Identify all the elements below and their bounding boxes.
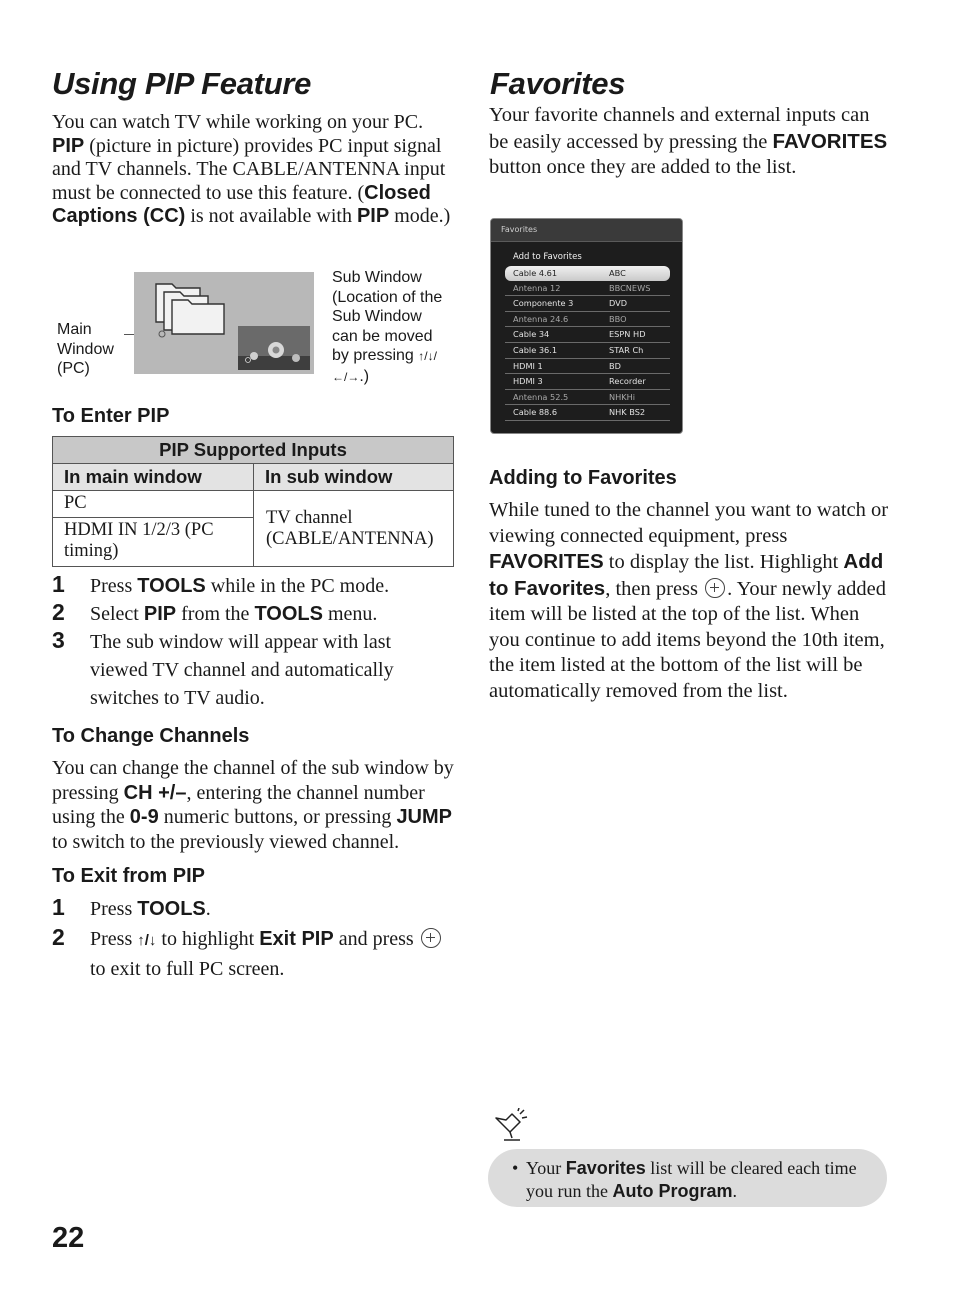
page-number: 22 <box>52 1222 85 1254</box>
list-item: 1 Press TOOLS while in the PC mode. <box>52 571 390 597</box>
favorites-list <box>505 266 670 421</box>
pip-title: Using PIP Feature <box>52 66 312 101</box>
cell-pc: PC <box>53 491 254 518</box>
exit-pip-steps <box>52 895 454 983</box>
enter-button-icon <box>421 928 441 948</box>
list-item[interactable]: HDMI 1 BD <box>505 359 670 375</box>
main-window-label: Main Window (PC) <box>57 321 114 377</box>
change-channels-text: You can change the channel of the sub window by pressing CH +/–, entering the channel number using the 0-9 numeric buttons, or pressing JUMP to switch to the previously viewed channel. <box>52 757 454 853</box>
exit-pip-heading: To Exit from PIP <box>52 865 205 887</box>
adding-text: While tuned to the channel you want to watch or viewing connected equipment, press FAVORITES to display the list. Highlight Add to Favorites, then press . Your newly added item will be listed at the top of the list. When you continue to add items beyond the 10th item, the item listed at the bottom of the list will be automatically removed from the list. <box>489 499 889 702</box>
list-item: 1 Press TOOLS. <box>52 894 211 920</box>
col-sub-window: In sub window <box>254 464 454 491</box>
tip-text: Your Favorites list will be cleared each time you run the Auto Program. <box>526 1158 857 1201</box>
pip-diagram <box>134 272 314 374</box>
list-item: 3 The sub window will appear with last viewed TV channel and automatically switches to TV audio. <box>52 627 394 709</box>
tip-bubble: • Your Favorites list will be cleared each time you run the Auto Program. <box>488 1149 887 1207</box>
enter-pip-heading: To Enter PIP <box>52 405 170 427</box>
favorites-screen <box>490 218 683 434</box>
sub-window <box>238 326 310 370</box>
list-item[interactable]: Antenna 24.6 BBO <box>505 312 670 328</box>
pip-inputs-table <box>52 436 454 567</box>
table-title: PIP Supported Inputs <box>53 437 454 464</box>
list-item[interactable]: Cable 4.61 ABC <box>505 266 670 281</box>
list-item[interactable]: Cable 88.6 NHK BS2 <box>505 405 670 421</box>
pip-intro: You can watch TV while working on your PC. PIP (picture in picture) provides PC input signal and TV channels. The CABLE/ANTENNA input must be connected to use this feature. (Closed Captions (CC) is not available with PIP mode.) <box>52 111 451 227</box>
enter-pip-steps <box>52 572 454 712</box>
list-item[interactable]: Antenna 12 BBCNEWS <box>505 281 670 297</box>
list-item[interactable]: Antenna 52.5 NHKHi <box>505 390 670 406</box>
favorites-intro: Your favorite channels and external inputs can be easily accessed by pressing the FAVORITES button once they are added to the list. <box>489 104 888 178</box>
list-item[interactable]: Cable 36.1 STAR Ch <box>505 343 670 359</box>
list-item: 2 Select PIP from the TOOLS menu. <box>52 599 378 625</box>
change-channels-heading: To Change Channels <box>52 725 250 747</box>
list-item[interactable]: Cable 34 ESPN HD <box>505 327 670 343</box>
list-item[interactable]: Componente 3 DVD <box>505 296 670 312</box>
lamp-icon <box>494 1108 530 1144</box>
enter-button-icon <box>705 578 725 598</box>
favorites-screen-header: Favorites <box>491 219 682 242</box>
sub-window-label: Sub Window (Location of the Sub Window can be moved by pressing ↑/↓/←/→.) <box>332 269 443 385</box>
add-to-favorites-item[interactable]: Add to Favorites <box>513 252 582 262</box>
list-item: 2 Press ↑/↓ to highlight Exit PIP and press to exit to full PC screen. <box>52 925 454 983</box>
list-item[interactable]: HDMI 3 Recorder <box>505 374 670 390</box>
favorites-title: Favorites <box>490 66 626 101</box>
adding-heading: Adding to Favorites <box>489 467 677 489</box>
col-main-window: In main window <box>53 464 254 491</box>
flower-image <box>238 326 310 370</box>
cell-hdmi: HDMI IN 1/2/3 (PC timing) <box>53 518 254 567</box>
cell-tv-channel: TV channel (CABLE/ANTENNA) <box>254 491 454 567</box>
